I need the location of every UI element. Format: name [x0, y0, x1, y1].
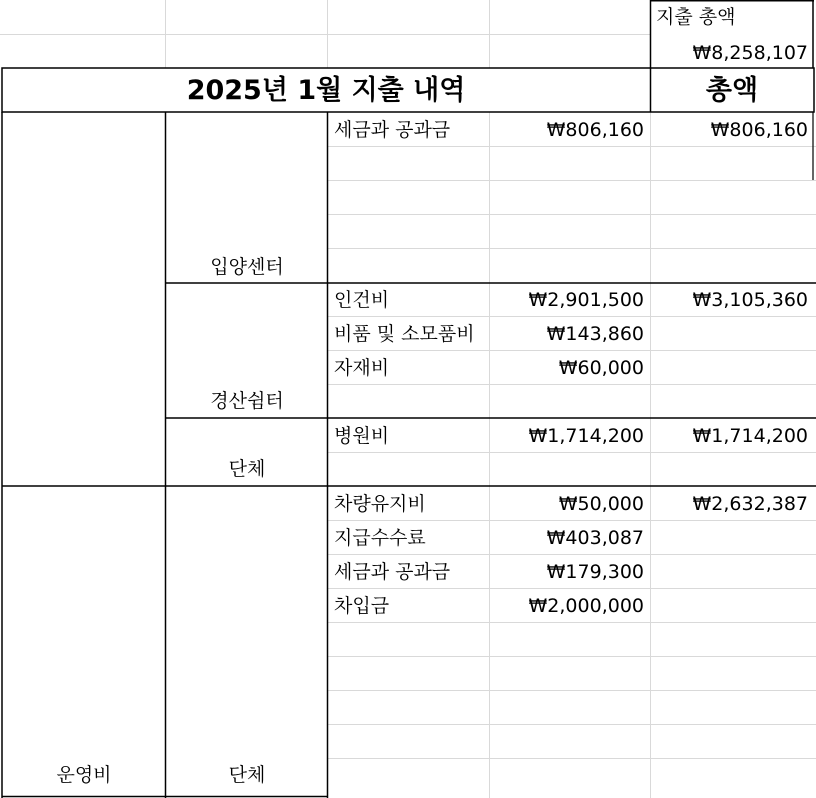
item-label: 차량유지비 [334, 493, 426, 515]
section-name: 단체 [228, 458, 266, 480]
item-label: 병원비 [334, 425, 390, 447]
item-label: 인건비 [334, 289, 390, 311]
section-total: ₩1,714,200 [692, 425, 808, 447]
item-amount: ₩50,000 [558, 493, 644, 515]
item-label: 지급수수료 [334, 527, 426, 549]
section-total: ₩2,632,387 [692, 493, 808, 515]
summary-label: 지출 총액 [656, 6, 736, 28]
section-name: 입양센터 [210, 256, 284, 278]
item-label: 세금과 공과금 [334, 119, 451, 141]
section-name: 단체 [228, 764, 266, 786]
item-label: 자재비 [334, 357, 390, 379]
item-amount: ₩179,300 [546, 561, 644, 583]
item-label: 세금과 공과금 [334, 561, 451, 583]
item-amount: ₩2,000,000 [528, 595, 644, 617]
section-total: ₩3,105,360 [692, 289, 808, 311]
section-total: ₩806,160 [710, 119, 808, 141]
category-name: 운영비 [56, 764, 112, 786]
item-amount: ₩403,087 [546, 527, 644, 549]
item-label: 비품 및 소모품비 [334, 323, 475, 345]
item-amount: ₩806,160 [546, 119, 644, 141]
page-title: 2025년 1월 지출 내역 [186, 75, 466, 106]
item-amount: ₩1,714,200 [528, 425, 644, 447]
item-label: 차입금 [334, 595, 390, 617]
item-amount: ₩2,901,500 [528, 289, 644, 311]
summary-value: ₩8,258,107 [692, 42, 808, 64]
item-amount: ₩60,000 [558, 357, 644, 379]
section-name: 경산쉼터 [210, 390, 284, 412]
item-amount: ₩143,860 [546, 323, 644, 345]
total-header: 총액 [705, 75, 759, 106]
